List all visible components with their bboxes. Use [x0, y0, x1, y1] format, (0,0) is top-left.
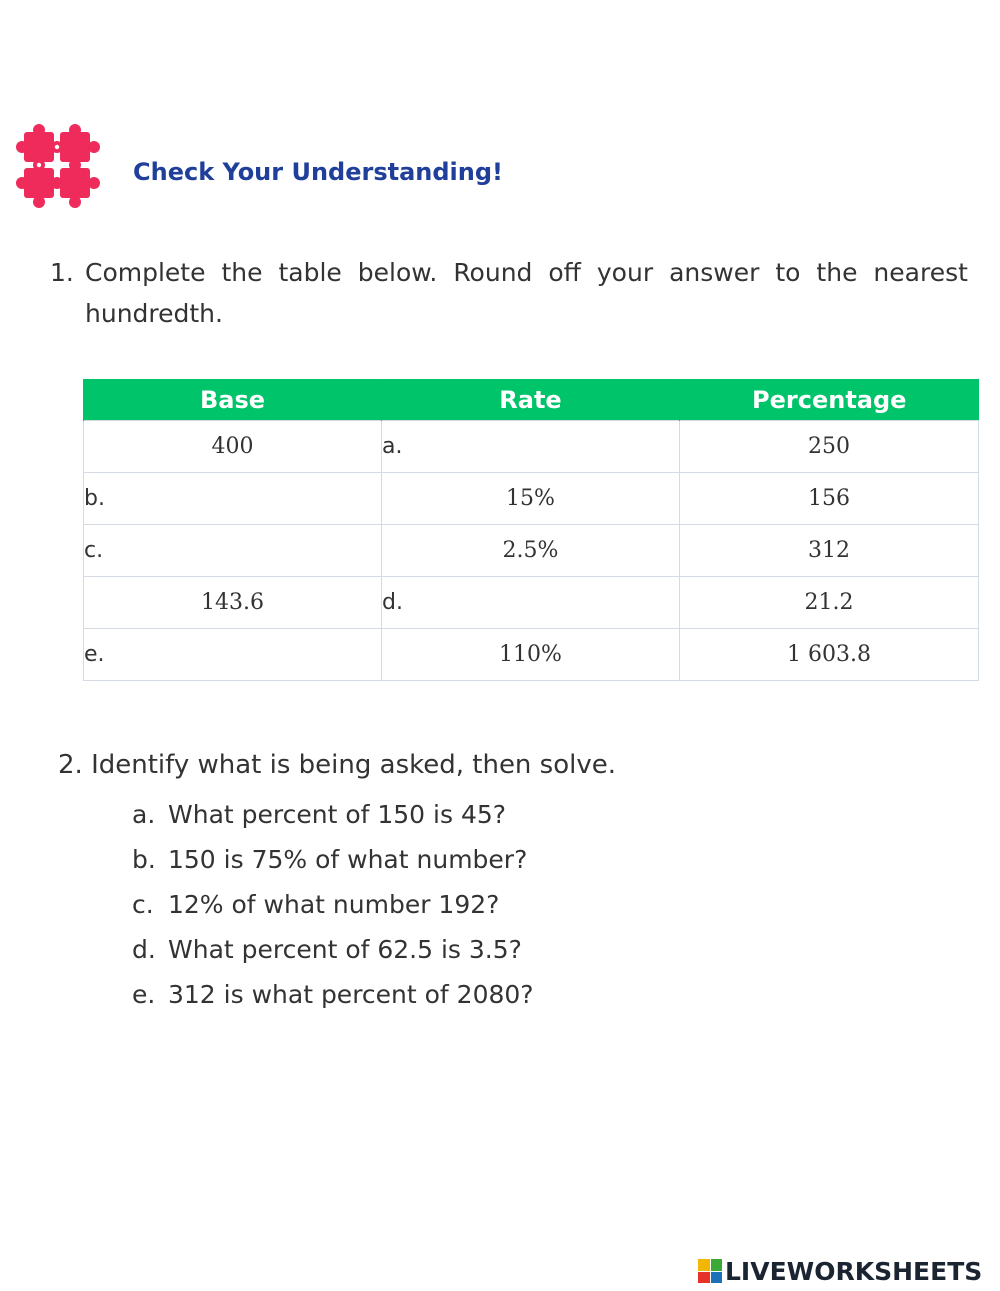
cell-base-blank[interactable]: c.: [84, 525, 382, 577]
header-rate: Rate: [382, 379, 680, 421]
word: below.: [357, 258, 438, 287]
word: the: [816, 258, 858, 287]
table-row: [84, 421, 979, 473]
word: nearest: [873, 258, 968, 287]
question-2-number: 2.: [58, 750, 83, 780]
word: the: [221, 258, 263, 287]
list-item[interactable]: [132, 977, 534, 1022]
item-text: 312 is what percent of 2080?: [168, 980, 534, 1009]
item-text: 150 is 75% of what number?: [168, 845, 528, 874]
section-title: Check Your Understanding!: [133, 158, 503, 186]
cell-rate-blank[interactable]: a.: [382, 421, 680, 473]
cell-rate-blank[interactable]: d.: [382, 577, 680, 629]
item-letter: a.: [132, 800, 156, 829]
item-text: What percent of 150 is 45?: [168, 800, 507, 829]
table-row: [84, 577, 979, 629]
list-item[interactable]: [132, 887, 534, 932]
cell-base: 143.6: [84, 577, 382, 629]
word: your: [596, 258, 654, 287]
word: answer: [669, 258, 760, 287]
cell-percentage: 312: [680, 525, 979, 577]
question-1-line-1: [85, 252, 968, 293]
table-header-row: [84, 379, 979, 421]
question-1-number: 1.: [50, 258, 74, 287]
cell-percentage: 156: [680, 473, 979, 525]
question-2: [58, 750, 616, 780]
list-item[interactable]: [132, 797, 534, 842]
cell-base: 400: [84, 421, 382, 473]
cell-base-blank[interactable]: e.: [84, 629, 382, 681]
item-text: What percent of 62.5 is 3.5?: [168, 935, 522, 964]
table-row: [84, 629, 979, 681]
brand-name: LIVEWORKSHEETS: [725, 1256, 983, 1286]
cell-percentage: 21.2: [680, 577, 979, 629]
question-2-prompt: Identify what is being asked, then solve.: [91, 750, 617, 780]
item-letter: e.: [132, 980, 156, 1009]
item-letter: c.: [132, 890, 154, 919]
list-item[interactable]: [132, 932, 534, 977]
cell-percentage: 250: [680, 421, 979, 473]
word: Round: [453, 258, 533, 287]
percentage-table: [83, 379, 979, 681]
table-row: [84, 473, 979, 525]
word: off: [548, 258, 581, 287]
item-letter: d.: [132, 935, 156, 964]
item-text: 12% of what number 192?: [168, 890, 500, 919]
question-1-line-2: hundredth.: [85, 299, 223, 328]
question-1: [50, 252, 968, 334]
cell-percentage: 1 603.8: [680, 629, 979, 681]
cell-rate: 2.5%: [382, 525, 680, 577]
header-percentage: Percentage: [680, 379, 979, 421]
word: to: [775, 258, 801, 287]
cell-base-blank[interactable]: b.: [84, 473, 382, 525]
list-item[interactable]: [132, 842, 534, 887]
puzzle-icon: [16, 124, 104, 212]
header-base: Base: [84, 379, 382, 421]
cell-rate: 110%: [382, 629, 680, 681]
word: table: [278, 258, 342, 287]
word: Complete: [85, 258, 206, 287]
question-2-items: [132, 797, 534, 1022]
table-row: [84, 525, 979, 577]
brand-mark-icon: [698, 1259, 722, 1283]
item-letter: b.: [132, 845, 156, 874]
cell-rate: 15%: [382, 473, 680, 525]
brand-logo: [698, 1255, 982, 1287]
